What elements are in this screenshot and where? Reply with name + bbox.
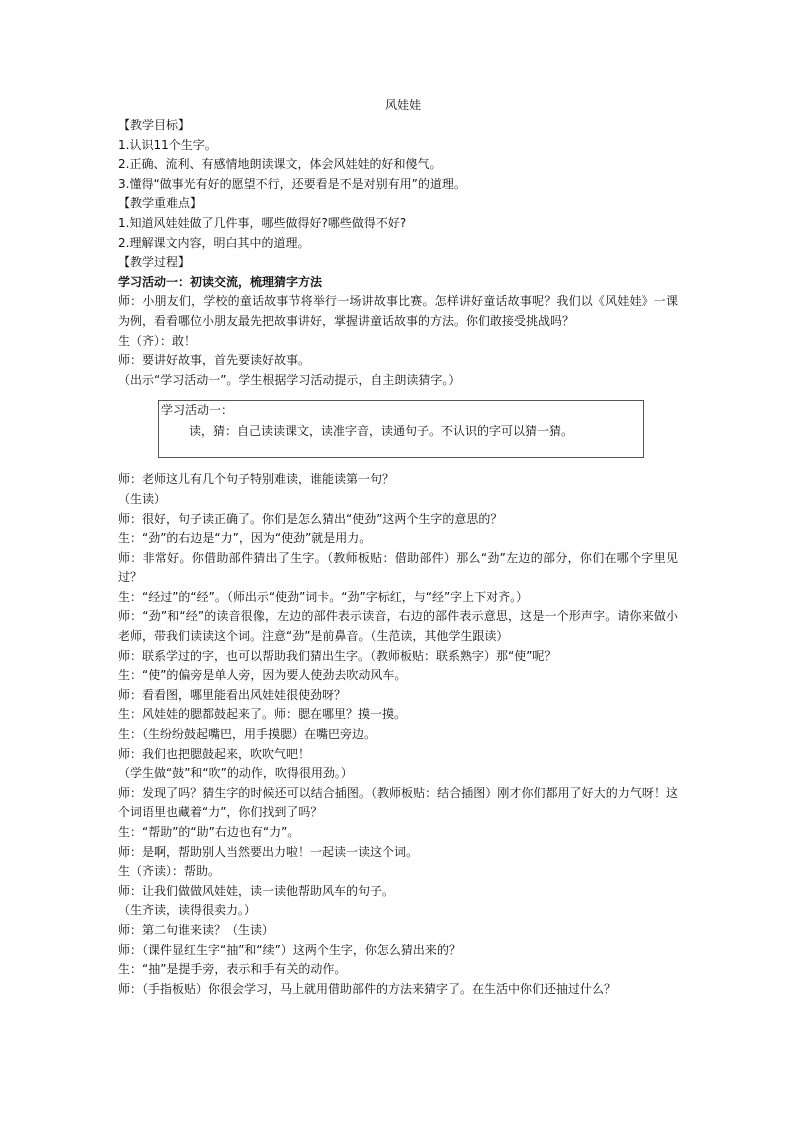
activity-box-body: 读，猜：自己读读课文，读准字音，读通句子。不认识的字可以猜一猜。: [189, 424, 574, 439]
goal-item: 2.正确、流利、有感情地朗读课文，体会风娃娃的好和傻气。: [118, 157, 442, 172]
dialogue-line: 生：风娃娃的腮都鼓起来了。师：腮在哪里？摸一摸。: [118, 707, 407, 722]
dialogue-line: 生：“使”的偏旁是单人旁，因为要人使劲去吹动风车。: [118, 668, 407, 683]
dialogue-line: 师：联系学过的字，也可以帮助我们猜出生字。（教师板贴：联系熟字）那“使”呢？: [118, 648, 557, 663]
document-title: 风娃娃: [384, 98, 421, 112]
goal-item: 1.认识11个生字。: [118, 137, 217, 152]
document-page: [118, 96, 678, 999]
dialogue-line: 师：是啊，帮助别人当然要出力啦！一起读一读这个词。: [118, 844, 419, 859]
dialogue-line: 生：（生纷纷鼓起嘴巴，用手摸腮）在嘴巴旁边。: [118, 727, 377, 742]
dialogue-line: 师：（手指板贴）你很会学习，马上就用借助部件的方法来猜字了。在生活中你们还抽过什么？: [118, 981, 617, 996]
dialogue-line: （生读）: [118, 491, 167, 506]
section-heading-keypoints: 【教学重难点】: [118, 196, 203, 211]
goal-item: 3.懂得“做事光有好的愿望不行，还要看是不是对别有用”的道理。: [118, 176, 466, 191]
dialogue-line: 师：第二句谁来读？（生读）: [118, 922, 275, 937]
activity-title: 学习活动一：初读交流，梳理猜字方法: [118, 274, 323, 289]
dialogue-line: 师：看看图，哪里能看出风娃娃很使劲呀？: [118, 687, 347, 702]
dialogue-line: 师：很好，句子读正确了。你们是怎么猜出“使劲”这两个生字的意思的？: [118, 511, 503, 526]
dialogue-line: 师：小朋友们，学校的童话故事节将举行一场讲故事比赛。怎样讲好童话故事呢？我们以《风娃娃》一课为例，看看哪位小朋友最先把故事讲好，掌握讲童话故事的方法。你们敢接受挑战吗？: [118, 294, 678, 328]
dialogue-line: 生：“经过”的“经”。（师出示“使劲”词卡。“劲”字标红，与“经”字上下对齐。）: [118, 589, 529, 604]
dialogue-line: 生：“抽”是提手旁，表示和手有关的动作。: [118, 962, 347, 977]
dialogue-line: 师：发现了吗？猜生字的时候还可以结合插图。（教师板贴：结合插图）刚才你们都用了好大的力气呀！这个词语里也藏着“力”，你们找到了吗？: [118, 785, 678, 820]
dialogue-line: （出示“学习活动一”。学生根据学习活动提示，自主朗读猜字。）: [118, 372, 461, 387]
activity-box-title: 学习活动一：: [161, 403, 234, 418]
dialogue-line: 生：“劲”的右边是“力”，因为“使劲”就是用力。: [118, 531, 372, 546]
dialogue-line: 师：“劲”和“经”的读音很像，左边的部件表示读音，右边的部件表示意思，这是一个形声字。请你来做小老师，带我们读读这个词。注意“劲”是前鼻音。（生范读，其他学生跟读）: [118, 609, 678, 644]
dialogue-line: 师：让我们做做风娃娃，读一读他帮助风车的句子。: [118, 883, 395, 898]
dialogue-line: 师：（课件显红生字“抽”和“续”）这两个生字，你怎么猜出来的？: [118, 942, 461, 957]
dialogue-line: 生（齐）：敢！: [118, 333, 197, 348]
keypoint-item: 1.知道风娃娃做了几件事，哪些做得好?哪些做得不好?: [118, 215, 407, 230]
keypoint-item: 2.理解课文内容，明白其中的道理。: [118, 235, 310, 250]
dialogue-line: 师：我们也把腮鼓起来，吹吹气吧！: [118, 746, 311, 761]
activity-box: [158, 400, 644, 458]
section-heading-goals: 【教学目标】: [118, 118, 191, 132]
dialogue-line: 师：老师这儿有几个句子特别难读，谁能读第一句？: [118, 472, 395, 487]
dialogue-line: 生：“帮助”的“助”右边也有“力”。: [118, 825, 300, 839]
dialogue-line: （生齐读，读得很卖力。）: [118, 903, 257, 918]
dialogue-line: 生（齐读）：帮助。: [118, 864, 221, 879]
dialogue-line: 师：要讲好故事，首先要读好故事。: [118, 353, 311, 368]
dialogue-line: 师：非常好。你借助部件猜出了生字。（教师板贴：借助部件）那么“劲”左边的部分，你们在哪个字里见过？: [118, 550, 678, 585]
dialogue-line: （学生做“鼓”和“吹”的动作，吹得很用劲。）: [118, 766, 353, 781]
section-heading-process: 【教学过程】: [118, 255, 191, 270]
